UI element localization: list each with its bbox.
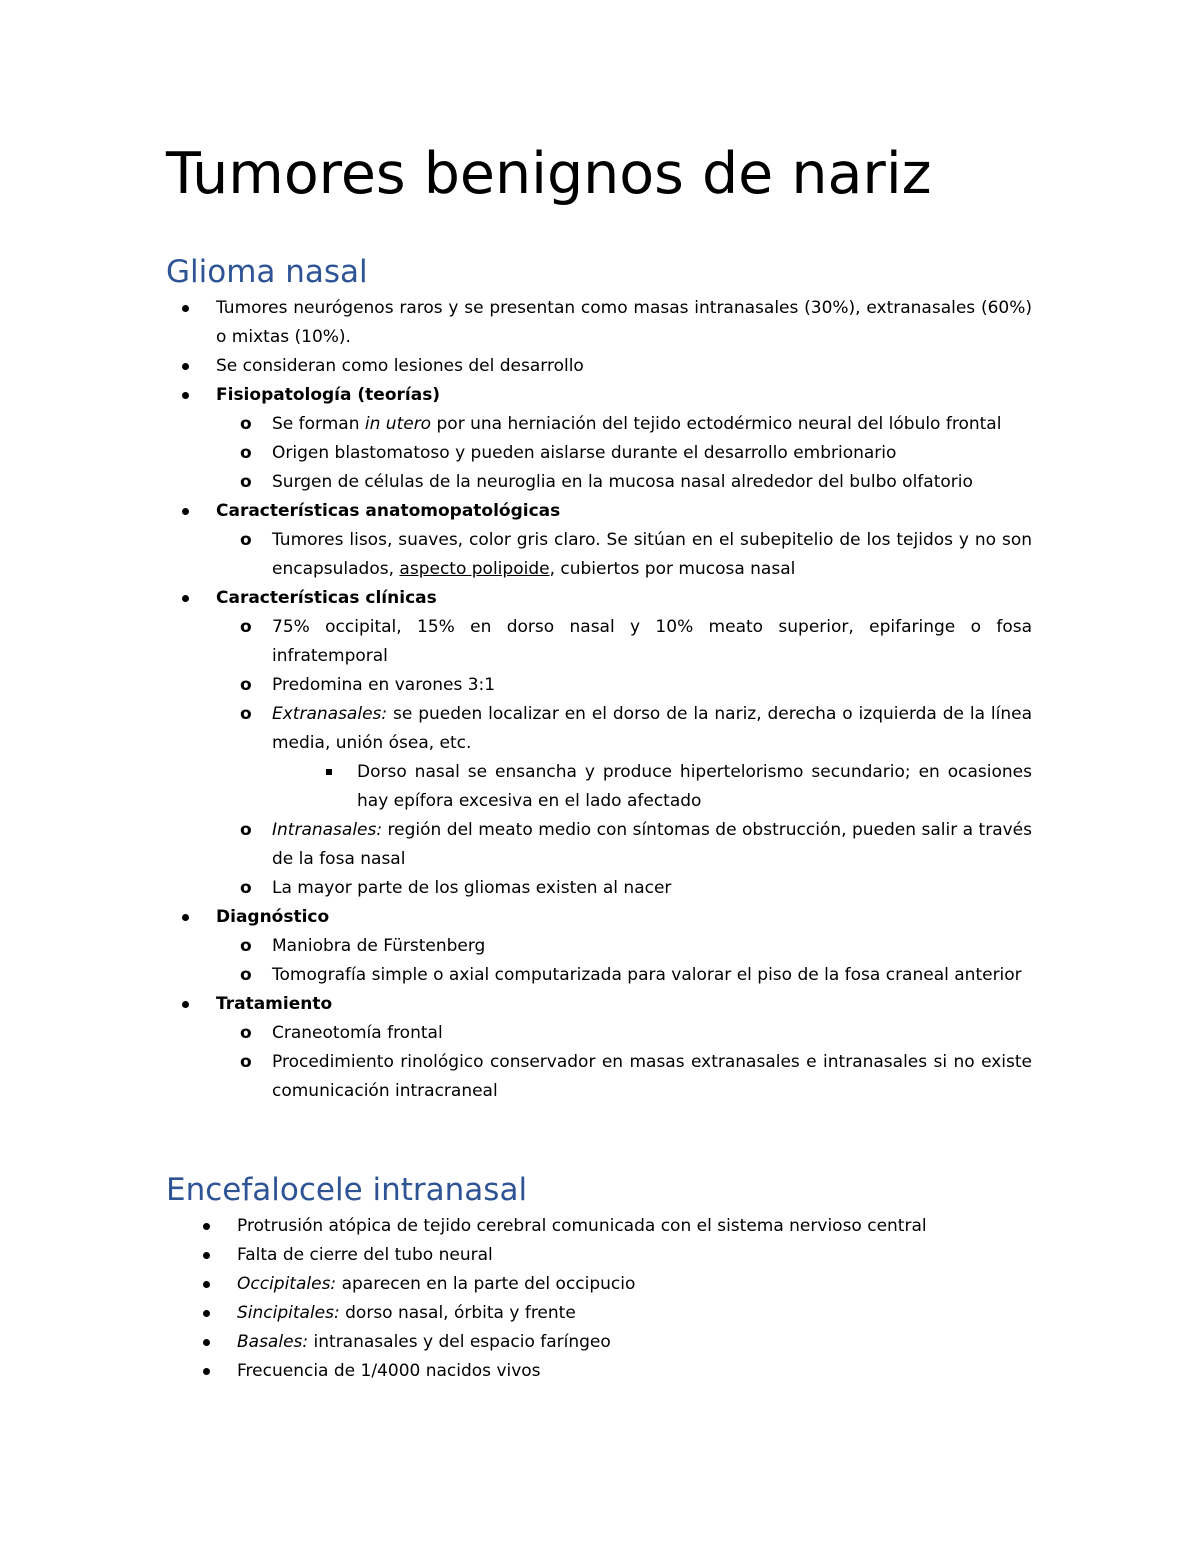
italic-text: Basales: <box>237 1332 309 1352</box>
item-text: La mayor parte de los gliomas existen al nacer <box>272 878 672 898</box>
item-text: Tumores lisos, suaves, color gris claro. Se sitúan en el subepitelio de los tejidos y no son encapsulados, <box>272 530 1032 579</box>
bullet-icon <box>182 363 189 370</box>
item-text: Dorso nasal se ensancha y produce hipertelorismo secundario; en ocasiones hay epífora excesiva en el lado afectado <box>357 762 1032 811</box>
list-item <box>216 990 1032 1019</box>
item-heading: Características anatomopatológicas <box>216 501 561 521</box>
list-item <box>237 1270 1032 1299</box>
list-item <box>240 1019 1032 1048</box>
list-item <box>240 1048 1032 1106</box>
circle-bullet-icon: o <box>240 878 252 898</box>
circle-bullet-icon: o <box>240 1052 252 1072</box>
list-item <box>216 497 1032 526</box>
circle-bullet-icon: o <box>240 414 252 434</box>
circle-bullet-icon: o <box>240 617 252 637</box>
circle-bullet-icon: o <box>240 965 252 985</box>
item-heading: Diagnóstico <box>216 907 330 927</box>
list-item <box>216 294 1032 352</box>
item-text: Origen blastomatoso y pueden aislarse durante el desarrollo embrionario <box>272 443 897 463</box>
bullet-icon <box>182 1001 189 1008</box>
item-heading: Fisiopatología (teorías) <box>216 385 441 405</box>
list-item <box>240 874 1032 903</box>
list-item <box>240 526 1032 584</box>
item-text: , cubiertos por mucosa nasal <box>549 559 796 579</box>
item-text: dorso nasal, órbita y frente <box>339 1303 576 1323</box>
item-text: Predomina en varones 3:1 <box>272 675 496 695</box>
item-text: Frecuencia de 1/4000 nacidos vivos <box>237 1361 541 1381</box>
list-item <box>237 1241 1032 1270</box>
list-item <box>216 352 1032 381</box>
italic-text: Sincipitales: <box>237 1303 340 1323</box>
item-text: Se consideran como lesiones del desarrollo <box>216 356 584 376</box>
list-item <box>237 1299 1032 1328</box>
item-text: Falta de cierre del tubo neural <box>237 1245 493 1265</box>
item-text: Craneotomía frontal <box>272 1023 443 1043</box>
bullet-icon <box>182 595 189 602</box>
list-item <box>240 816 1032 874</box>
encefalocele-list <box>237 1212 1032 1386</box>
item-text: por una herniación del tejido ectodérmico neural del lóbulo frontal <box>431 414 1002 434</box>
list-item <box>240 439 1032 468</box>
list-item <box>216 381 1032 410</box>
italic-text: Extranasales: <box>272 704 388 724</box>
item-text: Tumores neurógenos raros y se presentan como masas intranasales (30%), extranasales (60%) o mixtas (10%). <box>216 298 1032 347</box>
list-item <box>357 758 1032 816</box>
circle-bullet-icon: o <box>240 472 252 492</box>
item-heading: Características clínicas <box>216 588 437 608</box>
list-item <box>240 410 1032 439</box>
item-text: 75% occipital, 15% en dorso nasal y 10% meato superior, epifaringe o fosa infratemporal <box>272 617 1032 666</box>
circle-bullet-icon: o <box>240 675 252 695</box>
list-item <box>240 671 1032 700</box>
bullet-icon <box>182 305 189 312</box>
item-text: región del meato medio con síntomas de obstrucción, pueden salir a través de la fosa nasal <box>272 820 1032 869</box>
list-item <box>216 903 1032 932</box>
section-heading-encefalocele: Encefalocele intranasal <box>166 1172 528 1208</box>
bullet-icon <box>203 1281 210 1288</box>
circle-bullet-icon: o <box>240 820 252 840</box>
circle-bullet-icon: o <box>240 936 252 956</box>
bullet-icon <box>203 1368 210 1375</box>
item-text: intranasales y del espacio faríngeo <box>308 1332 611 1352</box>
list-item <box>237 1212 1032 1241</box>
item-text: Protrusión atópica de tejido cerebral comunicada con el sistema nervioso central <box>237 1216 927 1236</box>
list-item <box>240 613 1032 671</box>
italic-text: in utero <box>364 414 432 434</box>
section-heading-glioma: Glioma nasal <box>166 254 368 290</box>
bullet-icon <box>203 1223 210 1230</box>
circle-bullet-icon: o <box>240 443 252 463</box>
list-item <box>216 584 1032 613</box>
item-heading: Tratamiento <box>216 994 333 1014</box>
list-item <box>240 700 1032 758</box>
item-text: aparecen en la parte del occipucio <box>336 1274 636 1294</box>
bullet-icon <box>203 1310 210 1317</box>
item-text: Maniobra de Fürstenberg <box>272 936 486 956</box>
italic-text: Intranasales: <box>272 820 383 840</box>
italic-text: Occipitales: <box>237 1274 337 1294</box>
item-text: Tomografía simple o axial computarizada para valorar el piso de la fosa craneal anterior <box>272 965 1022 985</box>
bullet-icon <box>182 508 189 515</box>
item-text: Procedimiento rinológico conservador en masas extranasales e intranasales si no existe comunicación intracraneal <box>272 1052 1032 1101</box>
circle-bullet-icon: o <box>240 704 252 724</box>
underlined-text: aspecto polipoide <box>399 559 550 579</box>
circle-bullet-icon: o <box>240 1023 252 1043</box>
square-bullet-icon <box>326 769 332 775</box>
list-item <box>240 961 1032 990</box>
page-title: Tumores benignos de nariz <box>166 141 932 207</box>
bullet-icon <box>203 1339 210 1346</box>
list-item <box>240 468 1032 497</box>
bullet-icon <box>182 914 189 921</box>
item-text: Surgen de células de la neuroglia en la mucosa nasal alrededor del bulbo olfatorio <box>272 472 973 492</box>
item-text: Se forman <box>272 414 365 434</box>
item-text: se pueden localizar en el dorso de la nariz, derecha o izquierda de la línea media, unión ósea, etc. <box>272 704 1032 753</box>
bullet-icon <box>203 1252 210 1259</box>
list-item <box>237 1328 1032 1357</box>
list-item <box>240 932 1032 961</box>
bullet-icon <box>182 392 189 399</box>
circle-bullet-icon: o <box>240 530 252 550</box>
list-item <box>237 1357 1032 1386</box>
glioma-list <box>216 294 1032 1106</box>
